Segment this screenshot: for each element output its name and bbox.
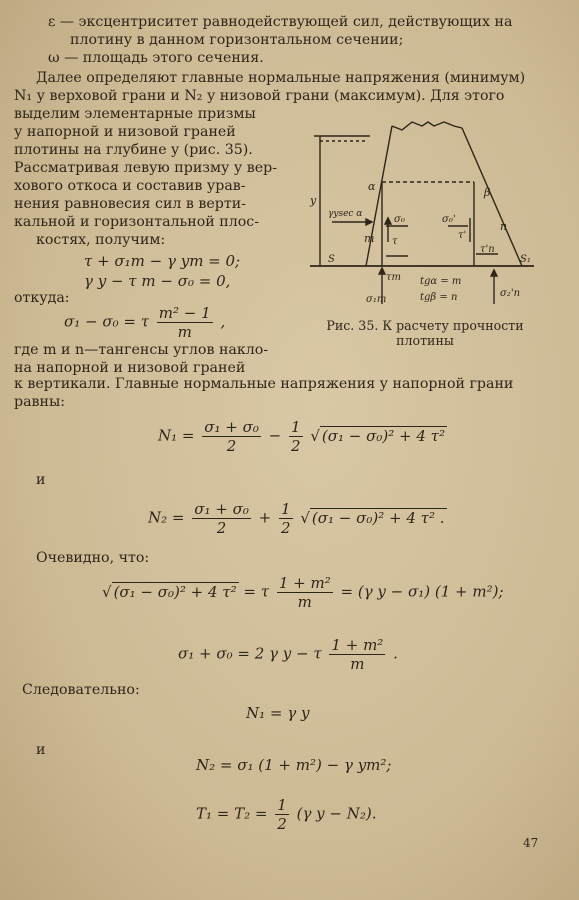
r1-radicand: (σ₁ − σ₀)² + 4 τ² [113,582,237,601]
equation-n2 [148,500,447,537]
n1-root: √ (σ₁ − σ₀)² + 4 τ² [310,426,445,445]
label-beta: β [484,186,491,199]
text-line: и [36,742,46,758]
n1-fraction [202,418,261,455]
equation-t [196,796,377,833]
sigma2n-arrowhead [491,270,497,276]
n2-root: √ (σ₁ − σ₀)² + 4 τ² . [300,508,445,527]
label-tg-beta: tgβ = n [420,292,458,303]
eq3-tail: , [220,312,226,331]
label-sigma0-left: σ₀ [394,214,405,225]
n2-radicand: (σ₁ − σ₀)² + 4 τ² . [311,508,445,527]
text-line: Очевидно, что: [36,550,150,566]
t-denominator: 2 [277,815,287,833]
label-n: n [500,220,508,233]
sum-tail: . [393,644,398,663]
caption-line-2: плотины [396,333,454,348]
label-tg-alpha: tgα = m [420,276,462,287]
t-numerator: 1 [277,796,287,814]
text-line: к вертикали. Главные нормальные напряжения у напорной грани [14,376,514,392]
figure-dam-diagram [308,118,540,313]
n1-half-numerator: 1 [291,418,301,436]
text-line: костях, получим: [36,232,166,248]
equation-2: γ y − τ m − σ₀ = 0, [84,272,231,290]
text-line: N₁ у верховой грани и N₂ у низовой грани (максимум). Для этого [14,88,505,104]
text-line: выделим элементарные призмы [14,106,256,122]
label-tau-m: τm [386,272,402,283]
label-s-left: S [328,254,335,265]
sum-denominator: m [329,654,385,673]
text-line: ω — площадь этого сечения. [48,50,264,66]
label-y: y [310,194,317,207]
t-lhs: T₁ = T₂ = [196,804,268,823]
label-m: m [364,232,375,245]
n2-half [279,500,293,537]
n1-lhs: N₁ = [158,426,195,445]
tau-left-arrowhead [385,218,391,224]
n1-half [289,418,303,455]
text-line: нения равновесия сил в верти- [14,196,246,212]
n1-half-denominator: 2 [291,437,301,455]
equation-1: τ + σ₁m − γ ym = 0; [84,252,241,270]
sigma1m-arrowhead [379,268,385,274]
eq3-denominator: m [157,322,213,341]
label-tau-right: τ' [458,230,467,241]
label-alpha: α [368,180,376,193]
sum-lhs: σ₁ + σ₀ = 2 γ y − τ [178,644,322,663]
r1-numerator: 1 + m² [278,574,331,592]
t-tail: (γ y − N₂). [296,804,377,823]
sum-fraction [329,636,385,673]
text-line: хового откоса и составив урав- [14,178,246,194]
t-fraction [275,796,289,833]
r1-root: √ (σ₁ − σ₀)² + 4 τ² [102,582,237,601]
text-line: Далее определяют главные нормальные напряжения (минимум) [36,70,526,86]
text-line: ε — эксцентриситет равнодействующей сил, действующих на [48,14,513,30]
text-line: Следовательно: [22,682,140,698]
n2-half-numerator: 1 [281,500,291,518]
n2-fraction [192,500,251,537]
equation-root [102,574,504,611]
label-sigma2n: σ₂'n [500,288,521,299]
text-line: и [36,472,46,488]
eq3-fraction [157,304,213,341]
equation-n1-final: N₁ = γ y [246,704,310,722]
text-line: на напорной и низовой граней [14,360,246,376]
n1-radicand: (σ₁ − σ₀)² + 4 τ² [321,426,445,445]
label-sigma0-right: σ₀' [442,214,456,225]
equation-sum [178,636,398,673]
label-tau-n: τ'n [480,244,495,255]
equation-3 [64,304,225,341]
eq3-lhs: σ₁ − σ₀ = τ [64,312,150,331]
text-line: откуда: [14,290,70,306]
text-line: где m и n—тангенсы углов накло- [14,342,269,358]
r1-denominator: m [277,592,333,611]
label-ysec: γysec α [328,209,363,219]
text-line: Рассматривая левую призму у вер- [14,160,278,176]
page-number: 47 [523,836,539,850]
caption-line-1: Рис. 35. К расчету прочности [326,318,524,333]
text-line: равны: [14,394,66,410]
label-tau-left: τ [392,236,398,247]
n2-denominator: 2 [192,518,251,537]
r1-mid: = τ [243,582,270,601]
figure-caption [305,318,545,348]
dam-crest [392,122,462,130]
n2-numerator: σ₁ + σ₀ [194,500,249,518]
equation-n2-final: N₂ = σ₁ (1 + m²) − γ ym²; [196,756,392,774]
dam-upstream-face [366,126,392,266]
n2-operator: + [258,508,272,527]
text-line: кальной и горизонтальной плос- [14,214,259,230]
label-sigma1m: σ₁m [366,294,387,305]
n1-numerator: σ₁ + σ₀ [204,418,259,436]
n1-denominator: 2 [202,436,261,455]
n2-half-denominator: 2 [281,519,291,537]
text-line: у напорной и низовой граней [14,124,236,140]
n1-operator: − [268,426,282,445]
equation-n1 [158,418,447,455]
eq3-numerator: m² − 1 [158,304,211,322]
sum-numerator: 1 + m² [331,636,384,654]
text-line: плотины на глубине y (рис. 35). [14,142,253,158]
text-line: плотину в данном горизонтальном сечении; [70,32,404,48]
label-s-right: S₁ [520,254,531,265]
r1-tail: = (γ y − σ₁) (1 + m²); [340,582,504,601]
pressure-arrowhead [366,219,372,225]
n2-lhs: N₂ = [148,508,185,527]
r1-fraction [277,574,333,611]
